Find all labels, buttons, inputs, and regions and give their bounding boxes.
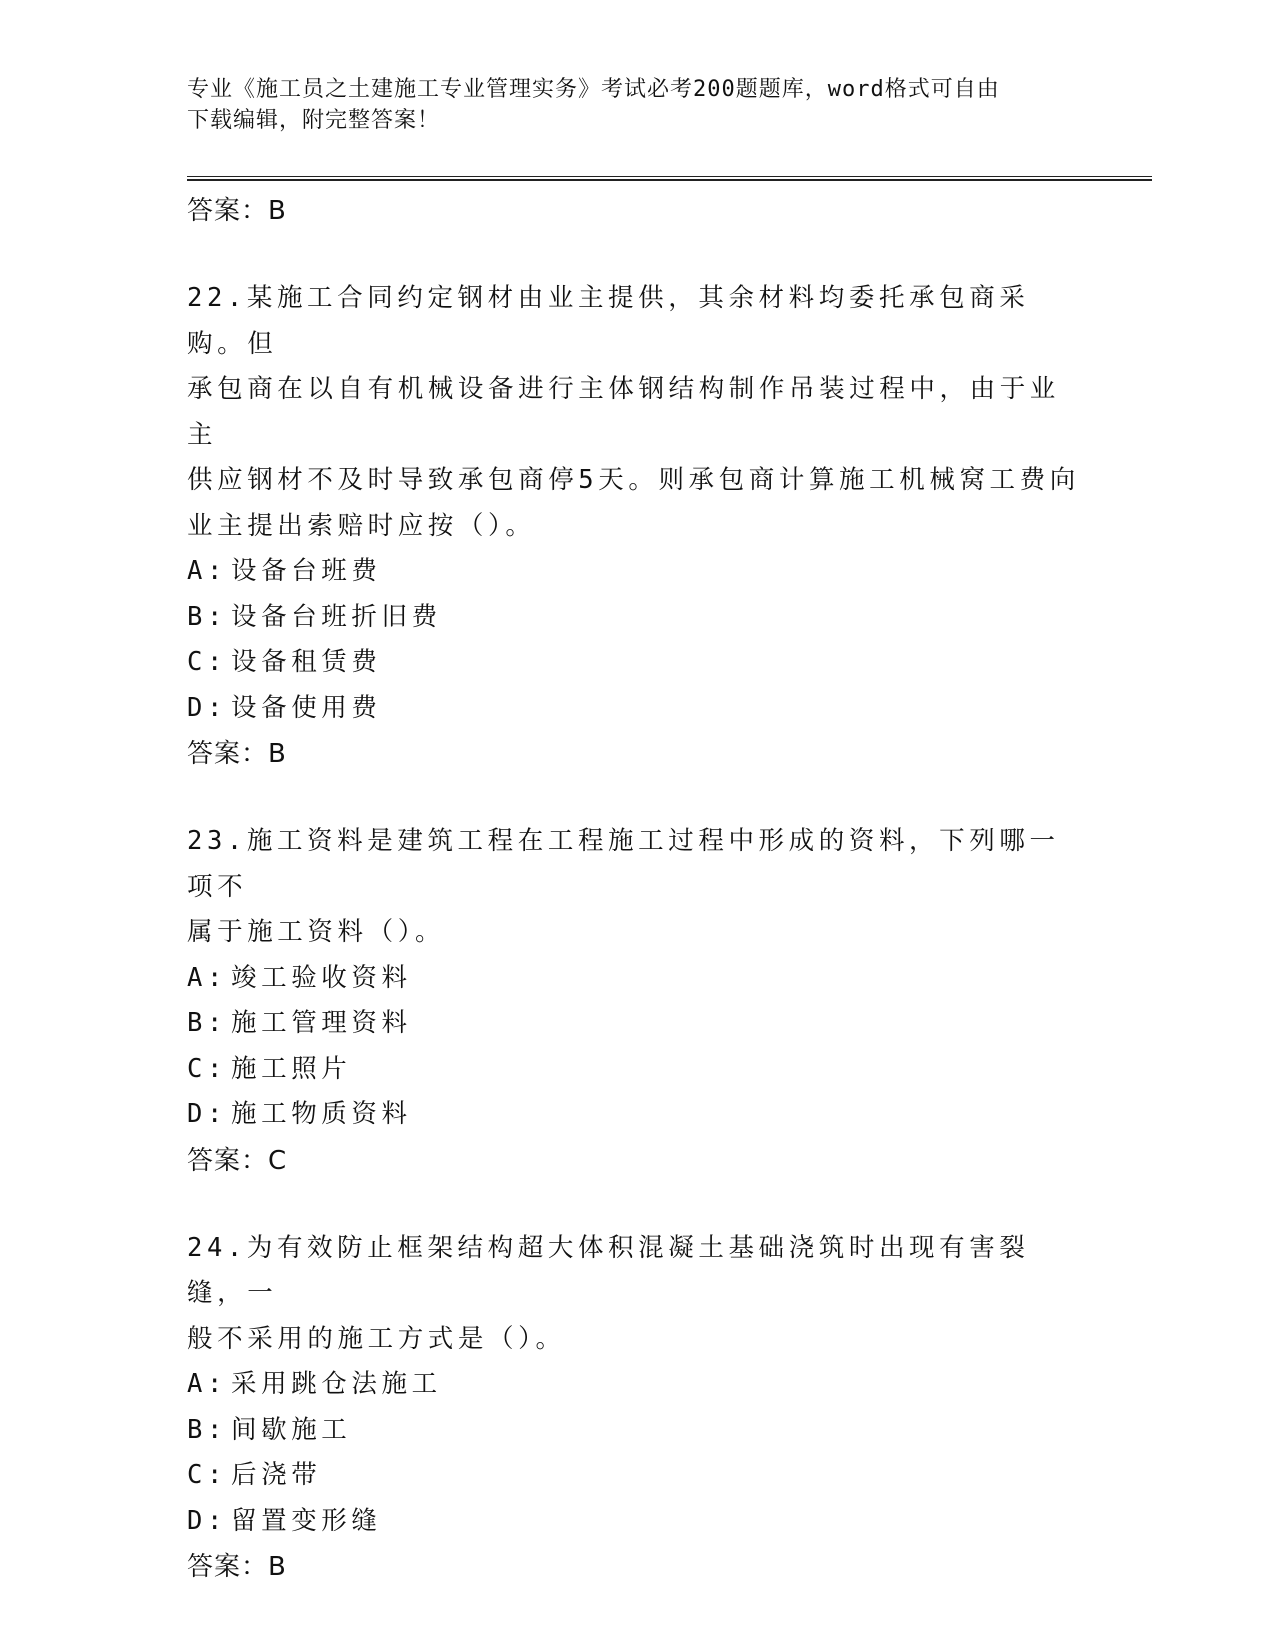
option-key: D: <box>187 1099 227 1129</box>
option-text: 竣工验收资料 <box>231 962 412 993</box>
question-text-line: 属于施工资料（）。 <box>187 917 446 947</box>
option-key: A: <box>187 1369 227 1399</box>
option-text: 施工照片 <box>231 1053 352 1084</box>
option-b <box>187 1408 1087 1454</box>
option-key: A: <box>187 556 227 586</box>
question-text <box>187 1226 1087 1363</box>
question-text <box>187 819 1087 956</box>
option-text: 后浇带 <box>231 1460 322 1490</box>
option-text: 采用跳仓法施工 <box>231 1369 442 1399</box>
question-text-line: 24.为有效防止框架结构超大体积混凝土基础浇筑时出现有害裂缝，一 <box>187 1232 1030 1308</box>
option-key: B: <box>187 1008 227 1038</box>
document-header <box>187 74 1067 136</box>
option-b <box>187 595 1087 641</box>
answer-line: 答案：B <box>187 739 287 769</box>
question-text-line: 业主提出索赔时应按（）。 <box>187 510 536 541</box>
answer-line: 答案：B <box>187 196 287 226</box>
option-a <box>187 1362 1087 1408</box>
option-key: D: <box>187 692 227 723</box>
option-d <box>187 686 1087 732</box>
option-key: B: <box>187 1414 227 1445</box>
option-key: B: <box>187 601 227 632</box>
option-c <box>187 1453 1087 1499</box>
question-23 <box>187 819 1087 1184</box>
option-text: 施工管理资料 <box>231 1008 412 1038</box>
option-c <box>187 640 1087 686</box>
question-text-line: 22.某施工合同约定钢材由业主提供，其余材料均委托承包商采购。但 <box>187 283 1030 359</box>
option-a <box>187 549 1087 595</box>
option-text: 留置变形缝 <box>231 1505 382 1536</box>
option-key: C: <box>187 647 227 677</box>
option-c <box>187 1047 1087 1093</box>
question-text-line: 供应钢材不及时导致承包商停5天。则承包商计算施工机械窝工费向 <box>187 465 1080 495</box>
answer-line: 答案：C <box>187 1145 288 1176</box>
option-key: A: <box>187 962 227 993</box>
answer-line: 答案：B <box>187 1552 287 1582</box>
option-a <box>187 956 1087 1002</box>
option-b <box>187 1001 1087 1047</box>
option-d <box>187 1092 1087 1138</box>
option-text: 设备台班费 <box>231 556 382 586</box>
document-body <box>187 188 1087 1590</box>
option-key: C: <box>187 1460 227 1490</box>
question-24 <box>187 1226 1087 1591</box>
question-text-line: 23.施工资料是建筑工程在工程施工过程中形成的资料，下列哪一项不 <box>187 826 1060 902</box>
option-text: 设备使用费 <box>231 692 382 723</box>
header-divider <box>187 176 1152 181</box>
option-text: 设备租赁费 <box>231 647 382 677</box>
option-key: C: <box>187 1053 227 1084</box>
option-text: 设备台班折旧费 <box>231 601 442 632</box>
option-key: D: <box>187 1505 227 1536</box>
header-line-1: 专业《施工员之土建施工专业管理实务》考试必考200题题库，word格式可自由 <box>187 77 1000 102</box>
option-text: 施工物质资料 <box>231 1099 412 1129</box>
question-text-line: 承包商在以自有机械设备进行主体钢结构制作吊装过程中，由于业主 <box>187 374 1060 450</box>
option-text: 间歇施工 <box>231 1414 352 1445</box>
question-22 <box>187 276 1087 777</box>
question-text <box>187 276 1087 549</box>
header-line-2: 下载编辑，附完整答案！ <box>187 108 441 133</box>
option-d <box>187 1499 1087 1545</box>
question-text-line: 般不采用的施工方式是（）。 <box>187 1323 566 1354</box>
